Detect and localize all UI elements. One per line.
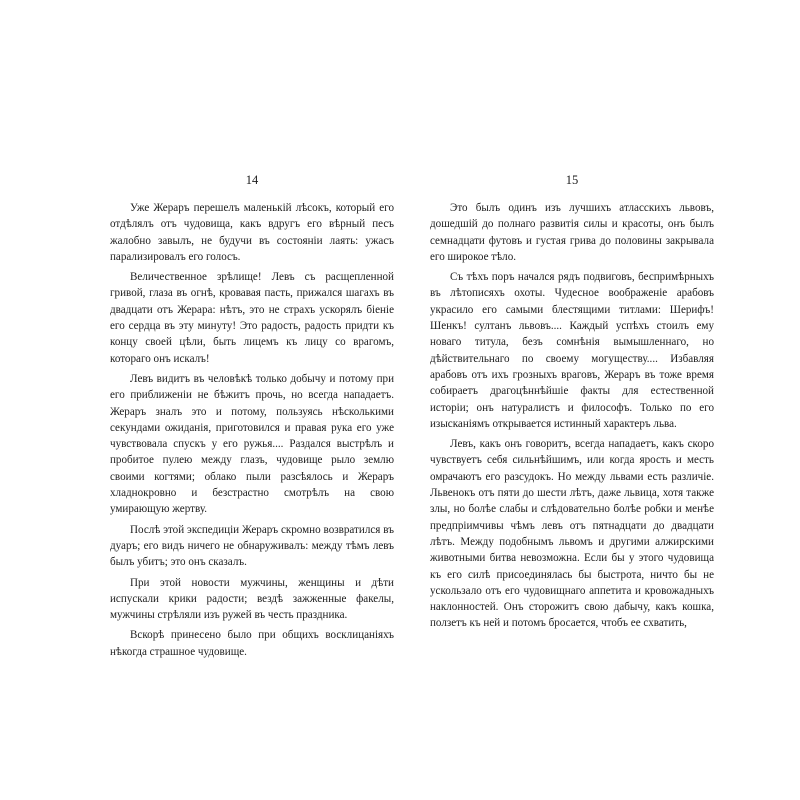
paragraph: Уже Жераръ перешелъ маленькій лѣсокъ, который его отдѣлялъ отъ чудовища, какъ вдругъ его вѣрный песъ жалобно завылъ, не будучи въ состояніи лаять: ужасъ парализировалъ его голосъ.: [110, 202, 394, 263]
paragraph: Это былъ одинъ изъ лучшихъ атласскихъ львовъ, дошедшій до полнаго развитія силы и красоты, онъ былъ семнадцати футовъ и густая грива до половины закрывала его широкое тѣло.: [430, 202, 714, 263]
paragraph: При этой новости мужчины, женщины и дѣти испускали крики радости; вездѣ зажженные факелы, мужчины стрѣляли изъ ружей въ честь праздника.: [110, 576, 394, 622]
paragraph: Левъ, какъ онъ говоритъ, всегда нападаетъ, какъ скоро чувствуетъ себя сильнѣйшимъ, или когда ярость и месть омрачаютъ его разсудокъ. Но между львами есть различіе. Львенокъ отъ пяти до шести лѣтъ, даже львица, хотя также злы, но болѣе слабы и слѣдовательно болѣе робки и менѣе предпріимчивы чѣмъ левъ отъ пятнадцати до двадцати лѣтъ. Между подобнымъ львомъ и другими алжирскими животными битва невозможна. Если бы у этого чудовища къ его силѣ присоединялась бы быстрота, ничто бы не ускользало отъ его чудовищнаго аппетита и кровожадныхъ наклонностей. Онъ сторожитъ свою дабычу, какъ кошка, ползетъ къ ней и потомъ бросается, чтобъ ее схватить,: [430, 438, 714, 630]
paragraph: Съ тѣхъ поръ начался рядъ подвиговъ, беспримѣрныхъ въ лѣтописяхъ охоты. Чудесное воображеніе арабовъ украсило его самыми блестящими титлами: Шерифъ! Шенкъ! султанъ львовъ.... Каждый успѣхъ стоилъ ему новаго титула, безъ сомнѣнія вымышленнаго, но дѣйствительнаго по своему могуществу.... Избавляя арабовъ отъ ихъ грозныхъ враговъ, Жераръ въ тоже время собираетъ драгоцѣннѣйшіе факты для естественной исторіи; онъ натуралистъ и философъ. Только по его изысканіямъ открывается истинный характеръ льва.: [430, 271, 714, 430]
page-body: [110, 200, 394, 660]
left-page: [110, 172, 394, 660]
page-body: [430, 200, 714, 632]
paragraph: Величественное зрѣлище! Левъ съ расщепленной гривой, глаза въ огнѣ, кровавая пасть, прижался шагахъ въ двадцати отъ Жерара: нѣтъ, это не страхъ ускорялъ біеніе его сердца въ эту минуту! Это радость, радость придти къ концу своей цѣли, быть лицемъ къ лицу со врагомъ, котораго онъ искалъ!: [110, 271, 394, 365]
page-number: 15: [565, 173, 579, 187]
paragraph: Послѣ этой экспедиціи Жераръ скромно возвратился въ дуаръ; его видъ ничего не обнаруживалъ: между тѣмъ левъ былъ убитъ; это онъ сказалъ.: [110, 523, 394, 569]
right-page: [430, 172, 714, 632]
paragraph: Вскорѣ принесено было при общихъ восклицаніяхъ нѣкогда страшное чудовище.: [110, 629, 394, 658]
page-number: 14: [245, 173, 259, 187]
paragraph: Левъ видитъ въ человѣкѣ только добычу и потому при его приближеніи не бѣжитъ прочь, но всегда нападаетъ. Жераръ зналъ это и потому, пользуясь нѣсколькими секундами ожиданія, приготовился и правая рука его уже чувствовала спускъ у его ружья.... Раздался выстрѣлъ и пробитое пулею между глазъ, чудовище рыло землю своими когтями; облако пыли разсѣялось и Жераръ хладнокровно и безстрастно смотрѣлъ на свою умирающую жертву.: [110, 372, 394, 516]
